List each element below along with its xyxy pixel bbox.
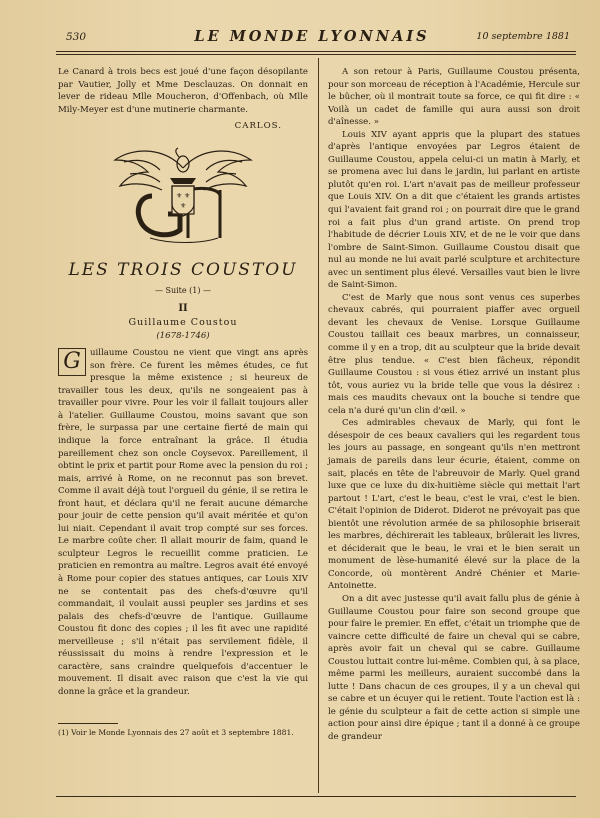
footnote-rule: [58, 723, 118, 724]
svg-text:⚜: ⚜: [184, 192, 191, 201]
page-header: [44, 26, 580, 48]
paragraph-diderot: Ces admirables chevaux de Marly, qui font le désespoir de ces beaux cavaliers qui les regardent tous les jours au passage, en songeant qu'ils n'en mettront jamais de pareils dans leur écurie, étaient, comme on sait, placés en tête de l'abreuvoir de Marly. Quel grand luxe que ce luxe du dix-huitième siècle qui mettait l'art partout ! L'art, c'est le beau, c'est le vrai, c'est le bien. C'était l'opinion de Diderot. Diderot ne prévoyait pas que bientôt une révolution armée de sa philosophie briserait les marbres, déchirerait les tableaux, brûlerait les livres, et déciderait que le beau, le vrai et le bien serait un monument de lèse-humanité élevé sur la place de la Concorde, où montèrent André Chénier et Marie-Antoinette.: [328, 418, 580, 592]
header-rule-thin: [56, 54, 576, 55]
header-rule: [56, 51, 576, 52]
footnote: (1) Voir le Monde Lyonnais des 27 août et 3 septembre 1881.: [58, 727, 294, 737]
paragraph-academie: A son retour à Paris, Guillaume Coustou présenta, pour son morceau de réception à l'Académie, Hercule sur le bûcher, où il montrait toute sa force, ce qui fit dire : « Voilà un cadet de famille qui aura aussi son droit d'aînesse. »: [328, 67, 580, 128]
section-heading: Guillaume Coustou: [128, 317, 238, 329]
article-continuation: — Suite (1) —: [154, 286, 212, 296]
eagle-monogram-icon: [110, 138, 256, 246]
paragraph-second-group: On a dit avec justesse qu'il avait fallu plus de génie à Guillaume Coustou pour faire son second groupe que pour faire le premier. En effet, c'était un triomphe que de vaincre cette difficulté de faire un cheval qui se cabre, après avoir fait un cheval qui se cabre. Guillaume Coustou luttait contre lui-même. Combien qui, à sa place, même parmi les meilleurs, auraient succombé dans la lutte ! Dans chacun de ces groupes, il y a un cheval qui se cabre et un écuyer qui le retient. Toute l'action est là : le génie du sculpteur a fait de cette action si simple une action pour ainsi dire épique ; tant il a donné à ce groupe de grandeur: [328, 593, 580, 742]
svg-text:⚜: ⚜: [176, 192, 183, 201]
page-number: 530: [66, 31, 87, 43]
author-signature: CARLOS.: [234, 121, 282, 132]
theatre-review-paragraph: Le Canard à trois becs est joué d'une façon désopilante par Vautier, Jolly et Mme Desclauzas. On donnait en lever de rideau Mlle Moucheron, d'Offenbach, où Mlle Mily-Meyer est d'une mutinerie charmante.: [58, 67, 308, 115]
paragraph-louis-xiv: Louis XIV ayant appris que la plupart des statues d'après l'antique envoyées par Legros étaient de Guillaume Coustou, appela celui-ci un matin à Marly, et se promena avec lui dans le jardin, lui parlant en artiste plutôt qu'en roi. L'art n'avait pas de meilleur professeur que Louis XIV. On a dit que c'étaient les grands artistes qui l'avaient fait grand roi ; on pourrait dire que le grand roi a fait plus d'un grand artiste. On prend trop l'habitude de décrier Louis XIV, et de ne le voir que dans l'ombre de Saint-Simon. Guillaume Coustou disait que nul au monde ne lui avait parlé sculpture et architecture avec un sentiment plus élevé. Versailles vaut bien le livre de Saint-Simon.: [328, 129, 580, 291]
issue-date: 10 septembre 1881: [476, 31, 570, 42]
article-title: LES TROIS COUSTOU: [68, 260, 298, 281]
column-divider: [318, 58, 319, 793]
life-years: (1678-1746): [156, 331, 210, 342]
biography-paragraph: [58, 347, 308, 698]
footer-rule: [56, 796, 576, 797]
paragraph-marly-horses: C'est de Marly que nous sont venus ces superbes chevaux cabrés, qui pourraient piaffer avec orgueil devant les chevaux de Venise. Lorsque Guillaume Coustou taillait ces beaux marbres, un connaisseur, comme il y en a trop, dit au sculpteur que la bride devait être plus tendue. « C'est bien fâcheux, répondit Guillaume Coustou : si vous étiez arrivé un instant plus tôt, vous auriez vu la bride telle que vous la désirez : mais ces maudits chevaux ont la bouche si tendre que cela n'a duré qu'un clin d'œil. »: [328, 292, 580, 416]
decorative-emblem: [58, 138, 308, 246]
drop-cap: G: [58, 348, 86, 376]
biography-text: uillaume Coustou ne vient que vingt ans après son frère. Ce furent les mêmes études, ce fut presque la même existence ; si heureux de travailler tous les deux, qu'ils ne songeaient pas à travailler pour vivre. Pour les voir il fallait toujours aller à l'atelier. Guillaume Coustou, moins savant que son frère, le surpassa par une certaine fierté de main qui indique la force entraînant la grâce. Il étudia pareillement chez son oncle Coysevox. Pareillement, il obtint le prix et partit pour Rome avec la pension du roi ; mais, arrivé à Rome, on ne reconnut pas son brevet. Comme il avait déjà tout l'orgueil du génie, il se retira le front haut, et déclara qu'il ne ferait aucune démarche pour jouir de cette pension qu'il avait méritée et qu'on lui niait. Cependant il avait trop compté sur ses forces. Le marbre coûte cher. Il allait mourir de faim, quand le sculpteur Legros le recueillit comme praticien. Le praticien en remontra au maître. Legros avait été envoyé à Rome pour copier des statues antiques, car Louis XIV ne se contentait pas des chefs-d'œuvre qu'il commandait, il voulait aussi peupler ses jardins et ses palais des chefs-d'œuvre de l'antique. Guillaume Coustou fit donc des copies ; il les fit avec une rapidité merveilleuse ; s'il n'était pas servilement fidèle, il réussissait du moins à rendre l'expression et le caractère, sans craindre quelquefois d'accentuer le mouvement. Il disait avec raison que c'est la vie qui donne la grâce et la grandeur.: [58, 348, 308, 697]
masthead-title: LE MONDE LYONNAIS: [194, 28, 430, 45]
svg-text:⚜: ⚜: [180, 202, 187, 211]
section-number: II: [178, 303, 188, 315]
right-column: [328, 66, 580, 744]
left-column: [58, 66, 308, 738]
